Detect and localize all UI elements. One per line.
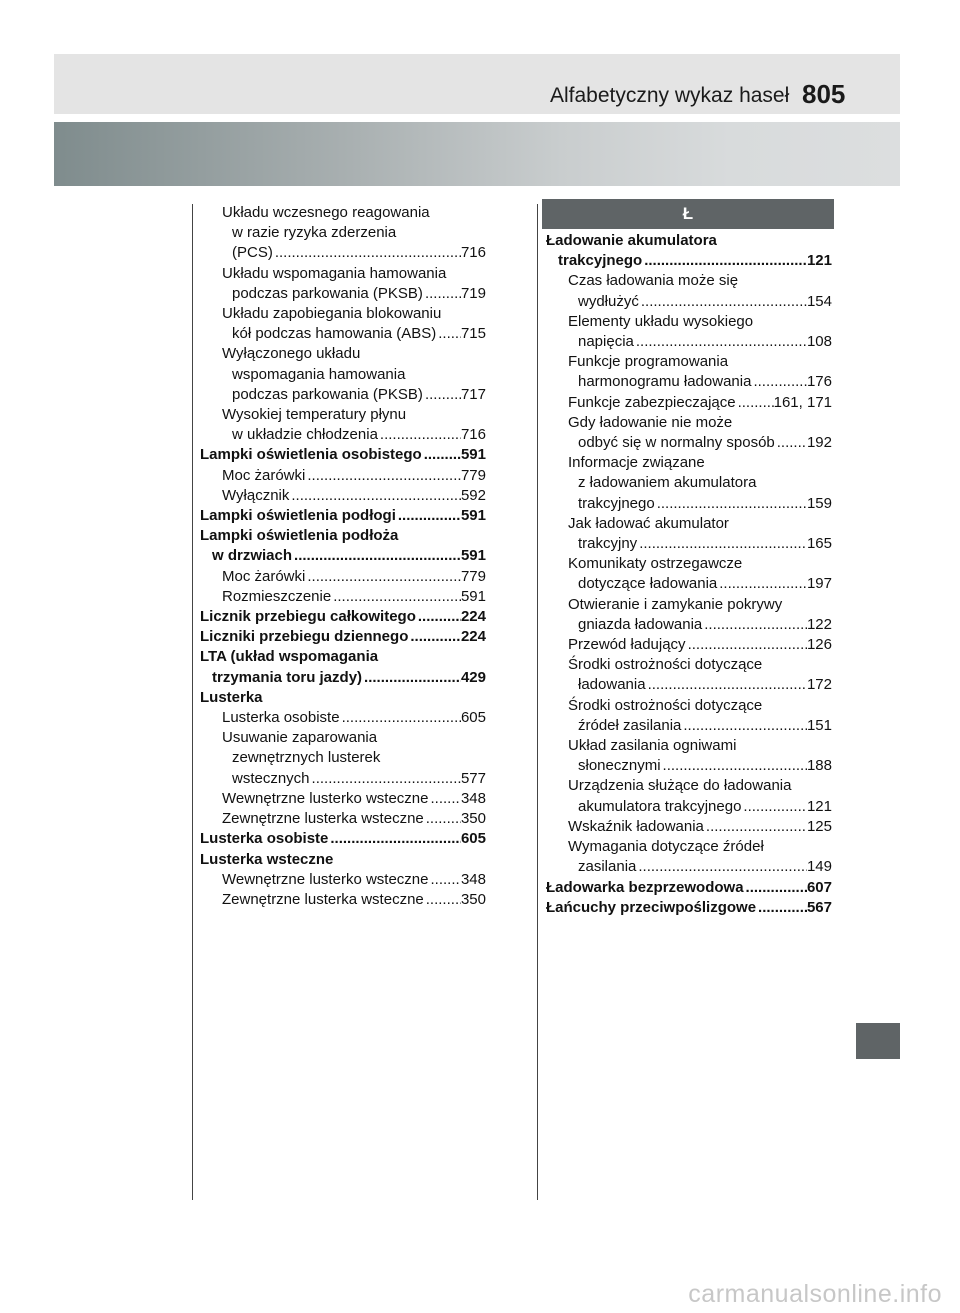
dot-leader (408, 627, 461, 647)
index-entry-text: Układu wczesnego reagowania (222, 204, 430, 221)
index-entry (546, 898, 832, 918)
index-entry-page: 348 (460, 870, 486, 888)
index-entry-text: dotyczące ładowania (578, 575, 718, 593)
index-entry-page: 224 (460, 628, 486, 646)
index-entry-text: Ładowanie akumulatora (546, 232, 717, 249)
index-entry (200, 506, 486, 526)
index-entry-text: Lusterka (200, 688, 263, 706)
index-entry-text: podczas parkowania (PKSB) (232, 284, 423, 302)
index-entry-text: Rozmieszczenie (222, 587, 332, 605)
dot-leader (655, 494, 807, 514)
index-entry (200, 203, 486, 223)
dot-leader (681, 716, 807, 736)
index-entry-page: 716 (460, 244, 486, 262)
index-entry-page: 108 (806, 333, 832, 351)
index-entry-page: 577 (460, 769, 486, 787)
index-entry-text: Wewnętrzne lusterko wsteczne (222, 870, 429, 888)
index-entry (200, 445, 486, 465)
index-column-right (546, 231, 832, 918)
index-entry (546, 534, 832, 554)
dot-leader (751, 372, 807, 392)
index-entry-page: 719 (460, 284, 486, 302)
index-entry (200, 647, 486, 667)
index-entry-text: Wyłączonego układu (222, 345, 361, 363)
dot-leader (423, 385, 461, 405)
index-entry (200, 789, 486, 809)
index-entry-text: Jak ładować akumulator (568, 514, 729, 532)
index-entry-text: Lusterka osobiste (200, 830, 329, 848)
index-entry-text: w razie ryzyka zderzenia (232, 224, 397, 242)
index-entry-text: akumulatora trakcyjnego (578, 797, 742, 815)
dot-leader (428, 789, 460, 809)
index-entry (546, 797, 832, 817)
index-entry (200, 284, 486, 304)
index-entry (200, 546, 486, 566)
index-entry-text: Lampki oświetlenia podłogi (200, 507, 396, 525)
index-entry-text: Moc żarówki (222, 466, 306, 484)
index-entry (200, 344, 486, 364)
index-entry (200, 223, 486, 243)
index-entry-text: Lusterka wsteczne (200, 850, 334, 868)
index-entry (200, 809, 486, 829)
dot-leader (646, 675, 807, 695)
index-entry-text: Liczniki przebiegu dziennego (200, 628, 409, 646)
index-entry (546, 372, 832, 392)
index-entry (200, 385, 486, 405)
index-entry-page: 149 (806, 858, 832, 876)
index-entry-page: 591 (460, 547, 486, 565)
index-entry-text: Otwieranie i zamykanie pokrywy (568, 595, 783, 613)
dot-leader (634, 332, 807, 352)
index-entry (546, 857, 832, 877)
index-entry (200, 728, 486, 748)
page-number: 805 (802, 79, 846, 109)
index-entry-text: wstecznych (232, 769, 310, 787)
index-entry-page: 348 (460, 789, 486, 807)
index-entry-text: trakcyjnego (578, 494, 655, 512)
index-entry (200, 688, 486, 708)
index-entry-page: 592 (460, 486, 486, 504)
section-thumb-tab (856, 1023, 900, 1059)
header-band (54, 122, 900, 186)
index-entry (200, 587, 486, 607)
index-entry-text: Czas ładowania może się (568, 272, 739, 290)
index-entry (546, 352, 832, 372)
index-entry-text: Funkcje programowania (568, 353, 729, 371)
index-entry (546, 393, 832, 413)
index-entry-page: 172 (806, 676, 832, 694)
dot-leader (637, 534, 807, 554)
index-entry (546, 878, 832, 898)
index-entry-page: 779 (460, 567, 486, 585)
dot-leader (305, 567, 461, 587)
index-entry-text: LTA (układ wspomagania (200, 648, 379, 666)
index-entry-page: 567 (806, 898, 832, 916)
index-entry-text: Wskaźnik ładowania (568, 817, 704, 835)
dot-leader (422, 445, 461, 465)
index-entry-text: Funkcje zabezpieczające (568, 393, 736, 411)
index-entry-page: 165 (806, 535, 832, 553)
index-entry-text: podczas parkowania (PKSB) (232, 385, 423, 403)
index-entry (200, 243, 486, 263)
index-entry (546, 595, 832, 615)
index-entry (546, 837, 832, 857)
dot-leader (416, 607, 461, 627)
index-entry-text: Wyłącznik (222, 486, 290, 504)
index-entry (200, 405, 486, 425)
index-entry-text: Urządzenia służące do ładowania (568, 777, 792, 795)
index-entry-page: 429 (460, 668, 486, 686)
index-entry-text: słonecznymi (578, 757, 661, 775)
index-entry-text: ładowania (578, 676, 646, 694)
dot-leader (428, 870, 460, 890)
dot-leader (775, 433, 807, 453)
index-entry (546, 413, 832, 433)
left-column-rule (192, 204, 193, 1200)
index-entry (546, 635, 832, 655)
page-title: Alfabetyczny wykaz haseł (550, 84, 790, 107)
index-entry (200, 748, 486, 768)
index-entry-text: Układu zapobiegania blokowaniu (222, 305, 442, 323)
dot-leader (310, 769, 461, 789)
index-entry (200, 829, 486, 849)
index-entry-page: 161, 171 (773, 393, 832, 411)
index-entry-text: Łańcuchy przeciwpoślizgowe (546, 898, 757, 916)
index-entry-text: napięcia (578, 333, 634, 351)
index-entry-page: 607 (806, 878, 832, 896)
index-entry-page: 591 (460, 587, 486, 605)
index-column-left (200, 203, 486, 910)
dot-leader (396, 506, 461, 526)
index-entry (546, 817, 832, 837)
index-entry (546, 251, 832, 271)
dot-leader (642, 251, 807, 271)
index-entry (546, 756, 832, 776)
index-entry-text: Wymagania dotyczące źródeł (568, 838, 764, 856)
index-entry-page: 197 (806, 575, 832, 593)
index-entry-page: 591 (460, 446, 486, 464)
dot-leader (362, 668, 461, 688)
index-entry (546, 554, 832, 574)
index-entry (546, 574, 832, 594)
index-entry (546, 716, 832, 736)
index-entry (546, 453, 832, 473)
index-entry (546, 292, 832, 312)
index-entry-text: odbyć się w normalny sposób (578, 434, 775, 452)
index-entry-page: 350 (460, 890, 486, 908)
index-entry-page: 605 (460, 830, 486, 848)
dot-leader (639, 292, 807, 312)
index-entry (200, 365, 486, 385)
index-entry-page: 715 (460, 325, 486, 343)
index-entry-page: 176 (806, 373, 832, 391)
dot-leader (424, 809, 461, 829)
dot-leader (756, 898, 807, 918)
index-entry-text: Elementy układu wysokiego (568, 312, 754, 330)
index-entry (200, 870, 486, 890)
index-entry (200, 425, 486, 445)
index-entry-page: 121 (806, 252, 832, 270)
index-entry (546, 271, 832, 291)
index-entry-page: 154 (806, 292, 832, 310)
index-entry (546, 675, 832, 695)
index-entry (546, 655, 832, 675)
index-entry-text: (PCS) (232, 244, 273, 262)
dot-leader (741, 797, 807, 817)
index-entry-page: 125 (806, 817, 832, 835)
index-entry-text: Wewnętrzne lusterko wsteczne (222, 789, 429, 807)
index-entry-text: wspomagania hamowania (232, 365, 406, 383)
index-entry-text: Przewód ładujący (568, 636, 686, 654)
index-entry (200, 668, 486, 688)
index-entry (546, 736, 832, 756)
index-entry (546, 473, 832, 493)
index-entry-text: wydłużyć (578, 292, 639, 310)
index-entry (200, 324, 486, 344)
index-entry (200, 890, 486, 910)
dot-leader (328, 829, 461, 849)
index-entry-text: Układu wspomagania hamowania (222, 264, 447, 282)
index-entry-text: z ładowaniem akumulatora (578, 474, 757, 492)
index-entry (200, 264, 486, 284)
index-letter-heading: Ł (542, 199, 834, 229)
dot-leader (702, 615, 807, 635)
index-entry (200, 607, 486, 627)
index-entry-page: 717 (460, 385, 486, 403)
index-entry (200, 627, 486, 647)
index-entry (200, 466, 486, 486)
index-entry-page: 159 (806, 494, 832, 512)
index-entry-text: w układzie chłodzenia (232, 426, 378, 444)
dot-leader (289, 486, 461, 506)
index-entry (200, 567, 486, 587)
index-entry-text: Moc żarówki (222, 567, 306, 585)
index-entry (200, 486, 486, 506)
index-entry-page: 188 (806, 757, 832, 775)
index-entry-text: Wysokiej temperatury płynu (222, 406, 407, 424)
index-entry (200, 850, 486, 870)
index-entry (546, 514, 832, 534)
dot-leader (744, 878, 807, 898)
index-entry-page: 224 (460, 608, 486, 626)
index-entry-text: Lusterka osobiste (222, 709, 340, 727)
dot-leader (273, 243, 461, 263)
dot-leader (704, 817, 807, 837)
index-entry-text: Środki ostrożności dotyczące (568, 656, 763, 674)
index-entry (546, 433, 832, 453)
index-entry-text: Usuwanie zaparowania (222, 729, 378, 747)
index-entry-text: Gdy ładowanie nie może (568, 413, 733, 431)
index-entry (546, 332, 832, 352)
index-entry-text: Zewnętrzne lusterka wsteczne (222, 890, 424, 908)
index-entry-page: 605 (460, 709, 486, 727)
index-entry-text: Informacje związane (568, 454, 705, 472)
index-entry-text: harmonogramu ładowania (578, 373, 752, 391)
dot-leader (661, 756, 807, 776)
dot-leader (331, 587, 461, 607)
index-entry-text: Lampki oświetlenia osobistego (200, 446, 422, 464)
dot-leader (305, 466, 461, 486)
index-entry-page: 192 (806, 434, 832, 452)
dot-leader (636, 857, 807, 877)
index-entry (200, 708, 486, 728)
index-entry-text: trakcyjny (578, 535, 638, 553)
index-entry-page: 121 (806, 797, 832, 815)
index-entry-text: gniazda ładowania (578, 615, 703, 633)
index-entry-text: zewnętrznych lusterek (232, 749, 381, 767)
index-entry-text: Licznik przebiegu całkowitego (200, 608, 416, 626)
index-entry-text: w drzwiach (212, 547, 293, 565)
index-entry-text: Komunikaty ostrzegawcze (568, 555, 743, 573)
index-entry-page: 779 (460, 466, 486, 484)
index-entry (546, 494, 832, 514)
index-entry (200, 526, 486, 546)
index-entry (546, 776, 832, 796)
index-entry (546, 696, 832, 716)
dot-leader (436, 324, 461, 344)
index-entry-page: 350 (460, 810, 486, 828)
index-entry (546, 615, 832, 635)
index-entry-page: 591 (460, 507, 486, 525)
index-entry-text: Środki ostrożności dotyczące (568, 696, 763, 714)
dot-leader (423, 284, 461, 304)
index-entry-text: źródeł zasilania (578, 716, 682, 734)
dot-leader (717, 574, 807, 594)
dot-leader (686, 635, 807, 655)
dot-leader (424, 890, 461, 910)
index-entry-text: Zewnętrzne lusterka wsteczne (222, 810, 424, 828)
index-entry (546, 231, 832, 251)
index-entry (200, 769, 486, 789)
dot-leader (378, 425, 461, 445)
index-entry-text: trzymania toru jazdy) (212, 668, 363, 686)
index-entry-text: trakcyjnego (558, 252, 643, 270)
dot-leader (292, 546, 461, 566)
index-entry (546, 312, 832, 332)
index-entry-text: Ładowarka bezprzewodowa (546, 878, 744, 896)
index-entry-page: 122 (806, 615, 832, 633)
index-entry-page: 126 (806, 636, 832, 654)
middle-column-rule (537, 204, 538, 1200)
index-entry-text: Układ zasilania ogniwami (568, 737, 737, 755)
dot-leader (340, 708, 461, 728)
dot-leader (736, 393, 774, 413)
index-entry (200, 304, 486, 324)
index-entry-text: zasilania (578, 858, 637, 876)
index-entry-text: Lampki oświetlenia podłoża (200, 527, 399, 545)
index-entry-page: 151 (806, 716, 832, 734)
watermark: carmanualsonline.info (688, 1280, 942, 1308)
index-entry-text: kół podczas hamowania (ABS) (232, 325, 437, 343)
index-entry-page: 716 (460, 426, 486, 444)
